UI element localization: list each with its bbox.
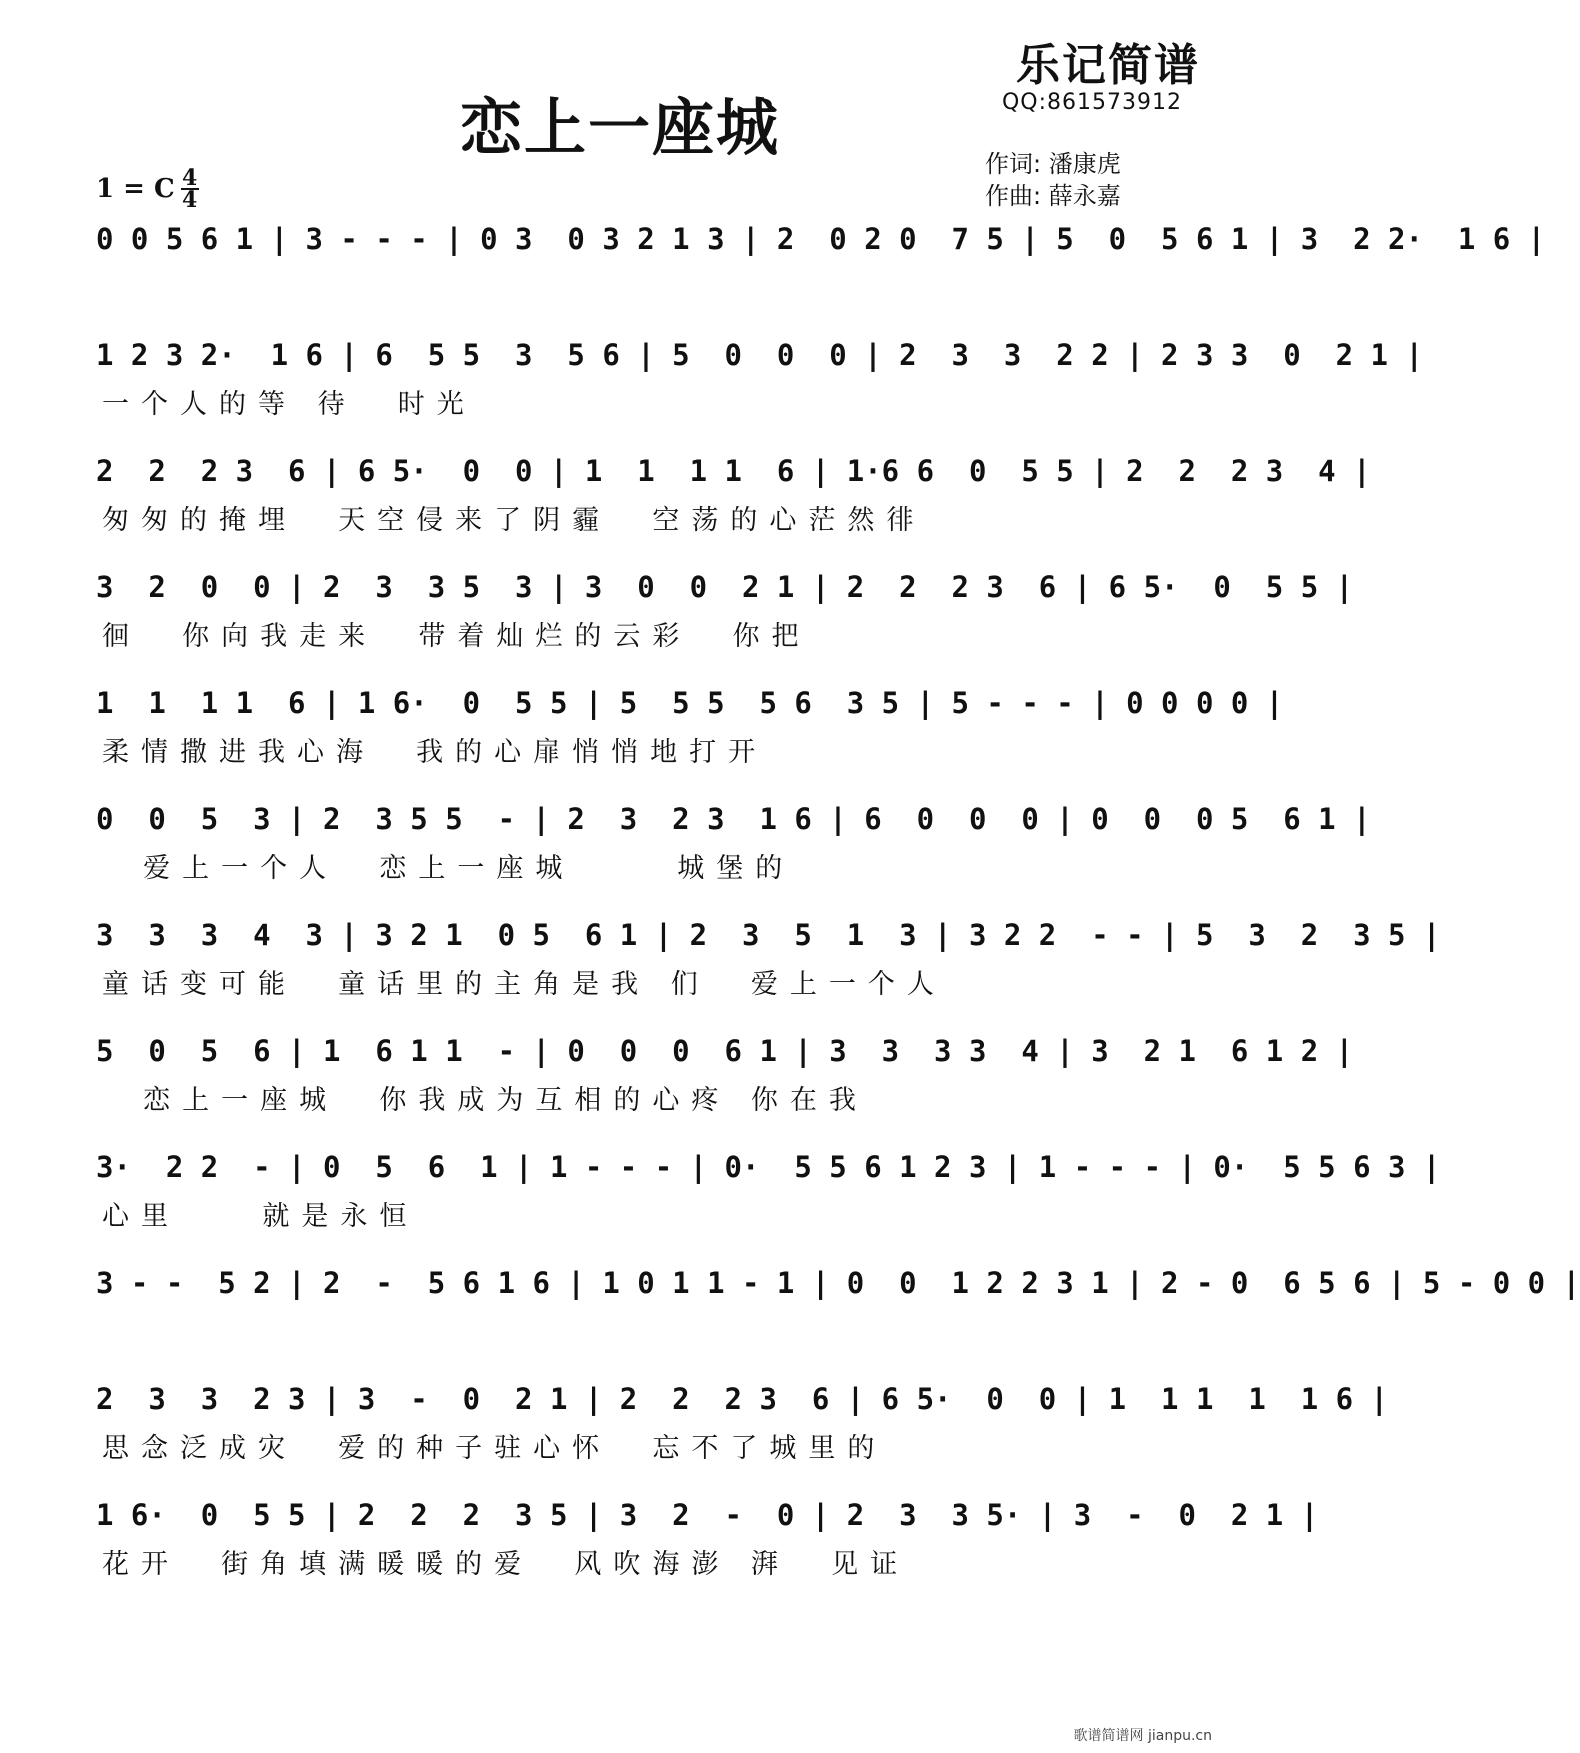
lyrics-line: 匆匆的掩埋 天空侵来了阴霾 空荡的心茫然徘: [102, 505, 926, 536]
brand-qq: QQ:861573912: [1001, 90, 1182, 115]
composer-name: 薛永嘉: [1048, 182, 1121, 210]
brand-name: 乐记简谱: [1016, 40, 1200, 91]
notation-line: 3 3 3 4 3 | 3 2 1 0 5 6 1 | 2 3 5 1 3 | 3 2 2 - - | 5 3 2 3 5 |: [96, 918, 1441, 952]
key-signature: [96, 165, 199, 213]
notation-line: 1 2 3 2· 1 6 | 6 5 5 3 5 6 | 5 0 0 0 | 2 3 3 2 2 | 2 3 3 0 2 1 |: [96, 338, 1423, 372]
credits: [985, 148, 1121, 212]
meter-bottom: 4: [182, 187, 198, 213]
lyrics-line: 爱上一个人 恋上一座城 城堡的: [102, 853, 795, 884]
composer-row: [985, 180, 1121, 212]
key-label: 1 = C: [96, 174, 175, 204]
lyrics-line: 心里 就是永恒: [102, 1201, 419, 1232]
lyrics-line: 恋上一座城 你我成为互相的心疼 你在我: [102, 1085, 868, 1116]
footer-watermark: 歌谱简谱网 jianpu.cn: [1073, 1728, 1212, 1744]
lyrics-line: 花开 街角填满暖暖的爱 风吹海澎 湃 见证: [102, 1549, 910, 1580]
time-signature: [181, 165, 199, 213]
notation-line: 3 2 0 0 | 2 3 3 5 3 | 3 0 0 2 1 | 2 2 2 3 6 | 6 5· 0 5 5 |: [96, 570, 1354, 604]
lyricist-row: [985, 148, 1121, 180]
brand-block: [1002, 42, 1200, 116]
meter-top: 4: [182, 165, 198, 191]
notation-line: 3· 2 2 - | 0 5 6 1 | 1 - - - | 0· 5 5 6 1 2 3 | 1 - - - | 0· 5 5 6 3 |: [96, 1150, 1441, 1184]
lyricist-label: 作词:: [985, 150, 1042, 178]
notation-line: 0 0 5 3 | 2 3 5 5 - | 2 3 2 3 1 6 | 6 0 0 0 | 0 0 0 5 6 1 |: [96, 802, 1371, 836]
lyrics-line: 童话变可能 童话里的主角是我 们 爱上一个人: [102, 969, 946, 1000]
notation-line: 3 - - 5 2 | 2 - 5 6 1 6 | 1 0 1 1 - 1 | 0 0 1 2 2 3 1 | 2 - 0 6 5 6 | 5 - 0 0 |: [96, 1266, 1580, 1300]
song-title: 恋上一座城: [459, 91, 780, 164]
notation-line: 2 2 2 3 6 | 6 5· 0 0 | 1 1 1 1 6 | 1·6 6 0 5 5 | 2 2 2 3 4 |: [96, 454, 1371, 488]
lyricist-name: 潘康虎: [1048, 150, 1121, 178]
notation-line: 2 3 3 2 3 | 3 - 0 2 1 | 2 2 2 3 6 | 6 5· 0 0 | 1 1 1 1 1 6 |: [96, 1382, 1389, 1416]
lyrics-line: 思念泛成灾 爱的种子驻心怀 忘不了城里的: [102, 1433, 887, 1464]
notation-line: 0 0 5 6 1 | 3 - - - | 0 3 0 3 2 1 3 | 2 0 2 0 7 5 | 5 0 5 6 1 | 3 2 2· 1 6 |: [96, 222, 1546, 256]
lyrics-line: 柔情撒进我心海 我的心扉悄悄地打开: [102, 737, 768, 768]
notation-line: 1 6· 0 5 5 | 2 2 2 3 5 | 3 2 - 0 | 2 3 3 5· | 3 - 0 2 1 |: [96, 1498, 1319, 1532]
notation-line: 5 0 5 6 | 1 6 1 1 - | 0 0 0 6 1 | 3 3 3 3 4 | 3 2 1 6 1 2 |: [96, 1034, 1354, 1068]
notation-line: 1 1 1 1 6 | 1 6· 0 5 5 | 5 5 5 5 6 3 5 | 5 - - - | 0 0 0 0 |: [96, 686, 1284, 720]
lyrics-line: 徊 你向我走来 带着灿烂的云彩 你把: [102, 621, 811, 652]
lyrics-line: 一个人的等 待 时光: [102, 389, 476, 420]
composer-label: 作曲:: [985, 182, 1042, 210]
